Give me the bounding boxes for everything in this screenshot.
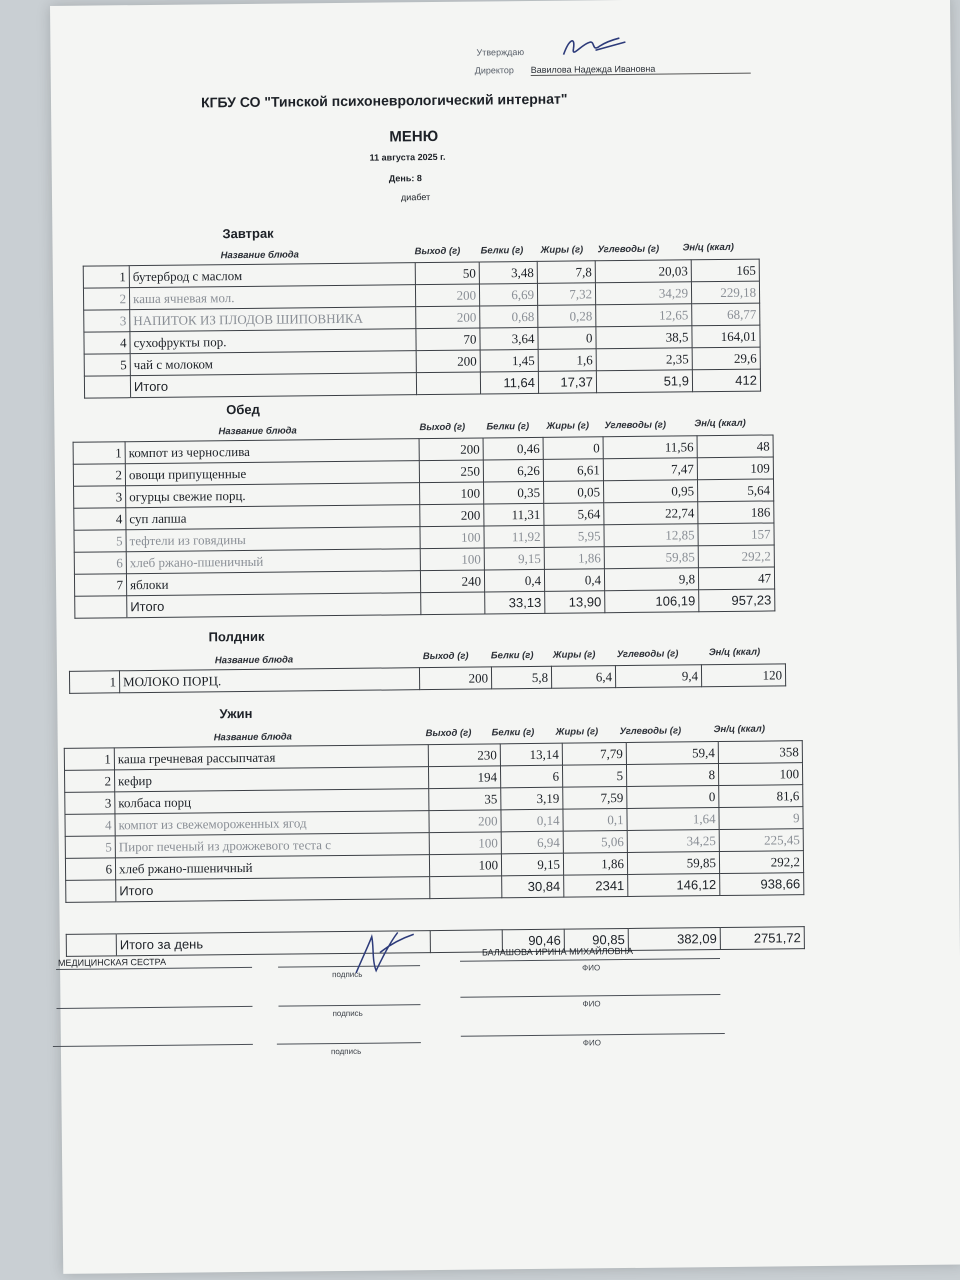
row-number: 1 [83,266,129,288]
day-total-table [66,926,805,957]
col-yield-header: Выход (г) [425,727,472,740]
row-number: 5 [74,530,126,553]
table-row [69,664,785,693]
dish-fat: 1,86 [544,547,604,570]
dish-fat: 7,8 [537,261,595,284]
row-number: 1 [73,442,125,465]
col-name-header: Название блюда [213,731,292,744]
position-line [53,1044,253,1047]
dish-carbs: 34,25 [627,830,719,853]
dish-yield: 50 [415,262,479,285]
dish-carbs: 38,5 [596,326,692,349]
dish-fat: 0,4 [544,569,604,592]
row-number: 6 [74,552,126,575]
total-carbs: 146,12 [628,874,720,897]
dish-carbs: 12,85 [604,524,698,547]
dish-energy: 292,2 [719,851,803,874]
dish-name: Пирог печеный из дрожжевого теста с [115,833,429,858]
total-energy: 938,66 [720,873,804,896]
dish-carbs: 59,4 [626,742,718,765]
dish-energy: 165 [691,259,759,282]
row-number: 7 [74,574,126,597]
dish-protein: 3,64 [480,327,538,350]
name-caption: ФИО [582,1038,601,1048]
director-name: Вавилова Надежда Ивановна [531,63,751,76]
total-label: Итого [130,373,416,398]
col-protein-header: Белки (г) [480,245,524,257]
dish-fat: 0,1 [563,809,627,832]
name-line [460,958,720,962]
dish-protein: 11,92 [484,525,544,548]
dish-energy: 68,77 [692,303,760,326]
name-caption: ФИО [582,999,601,1009]
dish-carbs: 59,85 [604,546,698,569]
dish-yield: 194 [428,766,500,789]
dish-yield: 240 [420,570,484,593]
dish-name: кефир [115,767,429,792]
dish-protein: 3,19 [501,787,563,810]
dish-name: суп лапша [126,505,420,530]
dish-fat: 7,79 [562,743,626,766]
total-energy: 412 [692,369,760,392]
dish-energy: 29,6 [692,347,760,370]
name-line [461,1033,725,1037]
menu-day: День: 8 [388,173,422,184]
nurse-signature [350,922,421,979]
dish-carbs: 9,8 [604,568,698,591]
day-total-label: Итого за день [116,931,430,956]
dish-protein: 1,45 [480,349,538,372]
dish-name: хлеб ржано-пшеничный [126,549,420,574]
dish-yield: 200 [419,438,483,461]
dish-yield: 200 [415,284,479,307]
lunch-title: Обед [226,401,260,418]
dish-yield: 100 [420,548,484,571]
organization-title: КГБУ СО "Тинской психоневрологический интернат" [200,90,568,111]
day-total-fat: 90,85 [564,928,628,951]
dish-carbs: 12,65 [596,304,692,327]
day-total-energy: 2751,72 [720,927,804,950]
total-fat: 17,37 [538,371,596,394]
signer-name: БАЛАШОВА ИРИНА МИХАЙЛОВНА [481,945,634,958]
col-yield-header: Выход (г) [419,421,466,434]
col-name-header: Название блюда [218,425,297,438]
row-number: 1 [64,748,114,771]
row-number: 3 [74,486,126,509]
dish-protein: 0,4 [484,569,544,592]
dish-fat: 5 [562,765,626,788]
dish-energy: 48 [697,435,773,458]
total-protein: 30,84 [502,875,564,898]
dish-name: колбаса порц [115,789,429,814]
dish-protein: 0,46 [483,437,543,460]
dish-carbs: 2,35 [596,348,692,371]
dish-name: каша гречневая рассыпчатая [114,745,428,770]
day-total-protein: 90,46 [502,929,564,952]
col-energy-header: Эн/ц (ккал) [682,241,734,254]
dish-name: бутерброд с маслом [129,263,415,288]
row-number: 5 [65,836,115,859]
total-fat: 2341 [564,874,628,897]
dish-name: каша ячневая мол. [129,285,415,310]
row-number: 5 [84,354,130,376]
dish-fat: 0 [543,437,603,460]
menu-date: 11 августа 2025 г. [369,151,446,163]
total-energy: 957,23 [699,589,775,612]
dish-carbs: 0 [627,786,719,809]
dish-energy: 120 [701,664,785,687]
dish-name: чай с молоком [130,351,416,376]
total-protein: 33,13 [485,591,545,614]
dish-yield: 200 [429,810,501,833]
total-label: Итого [116,877,430,902]
dish-protein: 6,26 [483,459,543,482]
row-number: 6 [65,858,115,881]
dish-name: огурцы свежие порц. [126,483,420,508]
dish-name: сухофрукты пор. [130,329,416,354]
signature-caption: подпись [330,1046,362,1057]
dish-yield: 70 [416,328,480,351]
dish-name: овощи припущенные [125,461,419,486]
name-line [460,994,720,998]
dish-yield: 100 [420,482,484,505]
dish-yield: 35 [429,788,501,811]
col-protein-header: Белки (г) [486,421,530,433]
col-energy-header: Эн/ц (ккал) [694,417,746,430]
dish-name: НАПИТОК ИЗ ПЛОДОВ ШИПОВНИКА [130,307,416,332]
dish-yield: 230 [428,744,500,767]
snack-table [69,663,786,694]
dish-yield: 200 [416,350,480,373]
dish-fat: 6,61 [543,459,603,482]
menu-sheet [50,0,960,1274]
dish-protein: 0,35 [484,481,544,504]
dish-protein: 13,14 [500,743,562,766]
dish-carbs: 20,03 [595,260,691,283]
total-label: Итого [127,593,421,618]
day-total-row [66,927,804,957]
row-number: 2 [73,464,125,487]
dish-yield: 100 [429,832,501,855]
dish-energy: 109 [697,457,773,480]
row-number: 4 [84,332,130,354]
dish-carbs: 1,64 [627,808,719,831]
total-protein: 11,64 [480,371,538,394]
dish-energy: 186 [698,501,774,524]
dish-yield: 250 [419,460,483,483]
dish-energy: 157 [698,523,774,546]
dish-carbs: 22,74 [604,502,698,525]
dish-name: компот из свежемороженных ягод [115,811,429,836]
dish-carbs: 59,85 [627,852,719,875]
dish-fat: 1,6 [538,349,596,372]
col-fat-header: Жиры (г) [555,726,599,738]
col-name-header: Название блюда [220,249,299,262]
dish-protein: 6,94 [501,831,563,854]
col-carbs-header: Углеводы (г) [616,648,679,661]
dish-yield: 200 [416,306,480,329]
dish-protein: 5,8 [491,666,551,689]
col-yield-header: Выход (г) [422,650,469,663]
col-carbs-header: Углеводы (г) [597,243,660,256]
dish-carbs: 0,95 [604,480,698,503]
dish-fat: 1,86 [563,853,627,876]
dish-energy: 9 [719,807,803,830]
dish-name: тефтели из говядины [126,527,420,552]
row-number: 4 [65,814,115,837]
col-energy-header: Эн/ц (ккал) [713,723,766,736]
dish-energy: 225,45 [719,829,803,852]
dish-carbs: 7,47 [603,458,697,481]
dish-energy: 292,2 [698,545,774,568]
dish-name: МОЛОКО ПОРЦ. [119,668,419,693]
dish-energy: 100 [718,763,802,786]
dish-carbs: 11,56 [603,436,697,459]
snack-title: Полдник [208,628,265,645]
dish-protein: 6,69 [479,283,537,306]
breakfast-table [83,259,761,399]
dish-energy: 81,6 [719,785,803,808]
dish-energy: 229,18 [691,281,759,304]
dish-energy: 5,64 [697,479,773,502]
total-carbs: 106,19 [605,590,699,613]
dish-fat: 0,28 [538,305,596,328]
row-number: 1 [69,671,119,694]
col-fat-header: Жиры (г) [552,649,596,661]
signature-line [277,1042,421,1045]
dinner-title: Ужин [219,705,253,722]
dish-carbs: 8 [626,764,718,787]
total-carbs: 51,9 [596,370,692,393]
director-label: Директор [474,65,514,76]
dish-fat: 6,4 [551,666,615,689]
total-fat: 13,90 [545,591,605,614]
signature-caption: подпись [332,1008,363,1019]
col-energy-header: Эн/ц (ккал) [708,646,761,659]
col-carbs-header: Углеводы (г) [619,725,682,738]
signature-caption: подпись [332,969,363,980]
approve-label: Утверждаю [476,47,525,58]
row-number: 3 [65,792,115,815]
dish-fat: 0,05 [544,481,604,504]
dish-yield: 200 [419,667,491,690]
breakfast-title: Завтрак [222,225,274,242]
director-signature [555,32,635,63]
col-protein-header: Белки (г) [490,649,534,662]
diet-label: диабет [400,192,431,203]
dish-name: компот из чернослива [125,439,419,464]
col-fat-header: Жиры (г) [546,420,590,432]
lunch-table [73,434,776,618]
dish-yield: 100 [429,854,501,877]
dish-fat: 5,64 [544,503,604,526]
dish-yield: 200 [420,504,484,527]
dish-fat: 0 [538,327,596,350]
dish-fat: 7,32 [537,283,595,306]
row-number: 2 [65,770,115,793]
dish-protein: 9,15 [484,547,544,570]
dinner-table [64,740,805,903]
dish-energy: 164,01 [692,325,760,348]
dish-carbs: 34,29 [595,282,691,305]
signer-position: МЕДИЦИНСКАЯ СЕСТРА [57,956,167,968]
dish-energy: 358 [718,741,802,764]
page-title: МЕНЮ [389,127,439,146]
dish-fat: 5,06 [563,831,627,854]
signature-line [278,1004,420,1006]
dish-fat: 7,59 [563,787,627,810]
position-line [56,1006,252,1009]
dish-protein: 0,68 [480,305,538,328]
dish-yield: 100 [420,526,484,549]
dish-carbs: 9,4 [615,665,701,688]
col-protein-header: Белки (г) [491,726,535,739]
dish-protein: 9,15 [501,853,563,876]
dish-name: яблоки [126,571,420,596]
day-total-carbs: 382,09 [628,928,720,951]
row-number: 4 [74,508,126,531]
dish-name: хлеб ржано-пшеничный [115,855,429,880]
dish-protein: 6 [500,765,562,788]
col-name-header: Название блюда [214,654,294,667]
dish-protein: 11,31 [484,503,544,526]
col-carbs-header: Углеводы (г) [604,419,667,432]
dish-energy: 47 [698,567,774,590]
dish-protein: 0,14 [501,809,563,832]
col-yield-header: Выход (г) [414,245,461,258]
row-number: 3 [84,310,130,332]
col-fat-header: Жиры (г) [540,244,584,256]
dish-protein: 3,48 [479,261,537,284]
row-number: 2 [83,288,129,310]
name-caption: ФИО [582,963,601,973]
dish-fat: 5,95 [544,525,604,548]
